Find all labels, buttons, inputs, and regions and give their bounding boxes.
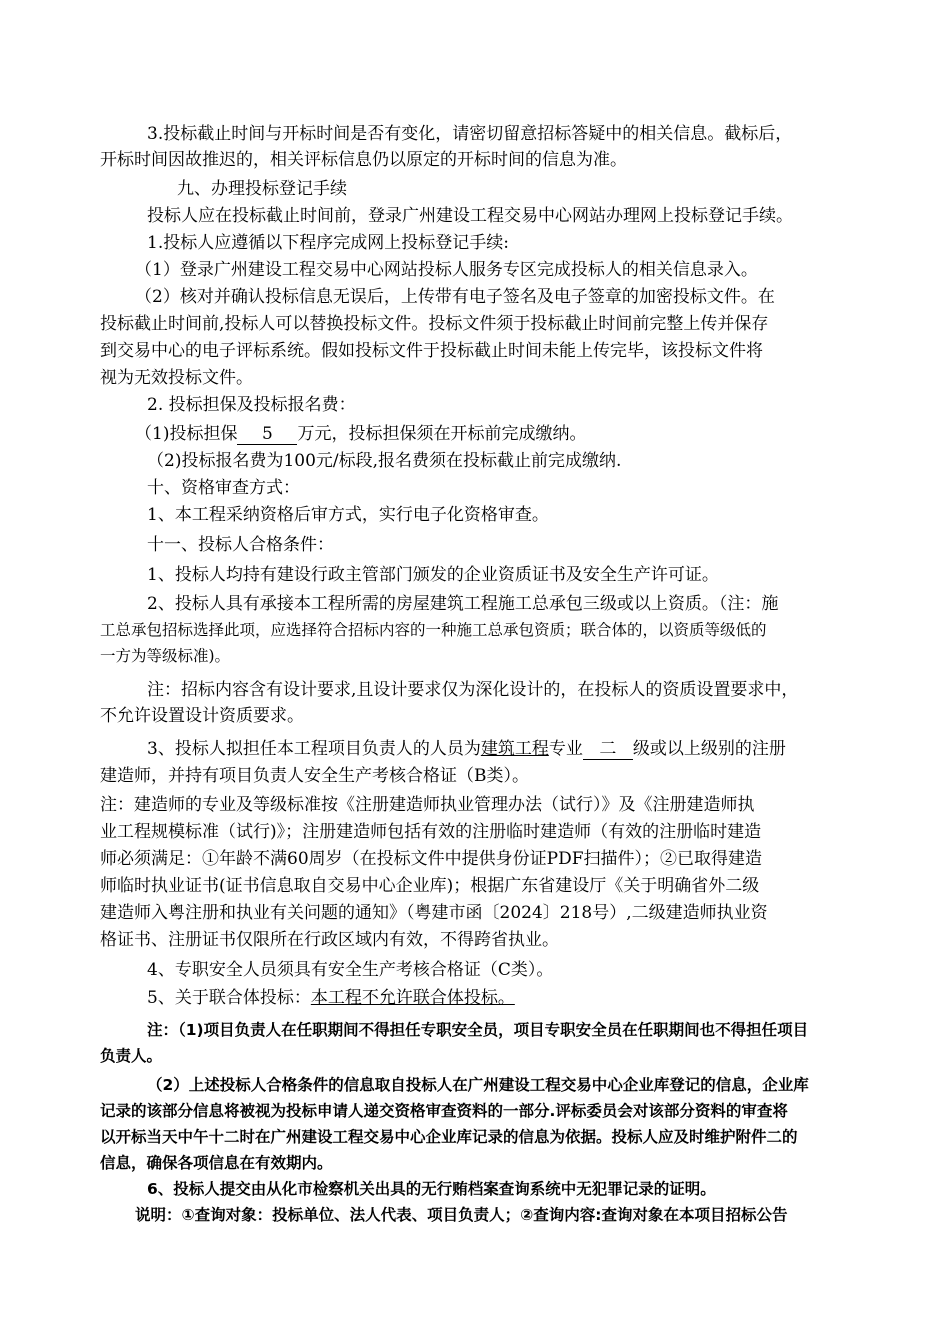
note-builder-line-4: 师临时执业证书(证书信息取自交易中心企业库)；根据广东省建设厅《关于明确省外二级: [100, 876, 760, 896]
paragraph-9-1b-line-2: 投标截止时间前,投标人可以替换投标文件。投标文件须于投标截止时间前完整上传并保存: [100, 314, 769, 334]
paragraph-9-2: 2. 投标担保及投标报名费：: [147, 395, 356, 415]
note-builder-line-1: 注：建造师的专业及等级标准按《注册建造师执业管理办法（试行）》及《注册建造师执: [100, 795, 755, 815]
bold-note-2-line-2: 记录的该部分信息将被视为投标申请人递交资格审查资料的一部分.评标委员会对该部分资料的审查将: [100, 1102, 788, 1120]
bold-note-1-line-2: 负责人。: [100, 1047, 163, 1065]
note-builder-line-2: 业工程规模标准（试行)》；注册建造师包括有效的注册临时建造师（有效的注册临时建造: [100, 822, 762, 842]
paragraph-9-1b-line-1: （2）核对并确认投标信息无误后，上传带有电子签名及电子签章的加密投标文件。在: [135, 287, 775, 307]
bold-note-2-line-1: （2）上述投标人合格条件的信息取自投标人在广州建设工程交易中心企业库登记的信息，企业库: [147, 1076, 809, 1094]
pm-requirement-text: 3、投标人拟担任本工程项目负责人的人员为: [147, 739, 481, 759]
section-3-line-1: 3.投标截止时间与开标时间是否有变化，请密切留意招标答疑中的相关信息。截标后，: [147, 124, 793, 144]
guarantee-amount: 5: [237, 424, 297, 445]
heading-11: 十一、投标人合格条件：: [147, 535, 334, 555]
heading-9: 九、办理投标登记手续: [177, 179, 347, 199]
paragraph-11-2-line-2: 工总承包招标选择此项，应选择符合招标内容的一种施工总承包资质；联合体的，以资质等级低的: [100, 621, 767, 639]
pm-major-suffix: 专业: [548, 739, 583, 759]
pm-level: 二: [583, 739, 633, 760]
paragraph-11-5: [147, 986, 515, 1010]
paragraph-9-2a: [135, 422, 586, 446]
paragraph-9-1b-line-4: 视为无效投标文件。: [100, 368, 253, 388]
note-design-line-1: 注：招标内容含有设计要求,且设计要求仅为深化设计的，在投标人的资质设置要求中，: [147, 680, 799, 700]
note-design-line-2: 不允许设置设计资质要求。: [100, 706, 304, 726]
paragraph-11-2-line-1: 2、投标人具有承接本工程所需的房屋建筑工程施工总承包三级或以上资质。（注：施: [147, 594, 779, 614]
paragraph-10-1: 1、本工程采纳资格后审方式，实行电子化资格审查。: [147, 505, 549, 525]
note-builder-line-6: 格证书、注册证书仅限所在行政区域内有效，不得跨省执业。: [100, 930, 559, 950]
paragraph-11-3-line-1: [147, 737, 786, 761]
guarantee-label: （1)投标担保: [135, 424, 238, 444]
paragraph-9-1b-line-3: 到交易中心的电子评标系统。假如投标文件于投标截止时间未能上传完毕，该投标文件将: [100, 341, 763, 361]
paragraph-9-2b: （2)投标报名费为100元/标段,报名费须在投标截止前完成缴纳.: [147, 451, 622, 471]
bold-note-2-line-3: 以开标当天中午十二时在广州建设工程交易中心企业库记录的信息为依据。投标人应及时维护附件二的: [100, 1128, 798, 1146]
paragraph-9-1a: （1）登录广州建设工程交易中心网站投标人服务专区完成投标人的相关信息录入。: [135, 260, 758, 280]
note-builder-line-5: 建造师入粤注册和执业有关问题的通知》（粤建市函〔2024〕218号）,二级建造师执业资: [100, 903, 768, 923]
guarantee-text: 万元，投标担保须在开标前完成缴纳。: [297, 424, 587, 444]
heading-10: 十、资格审查方式：: [147, 478, 300, 498]
section-3-line-2: 开标时间因故推迟的，相关评标信息仍以原定的开标时间的信息为准。: [100, 150, 627, 170]
paragraph-9-1: 1.投标人应遵循以下程序完成网上投标登记手续:: [147, 233, 509, 253]
paragraph-11-2-line-3: 一方为等级标准)。: [100, 647, 231, 665]
paragraph-11-4: 4、专职安全人员须具有安全生产考核合格证（C类）。: [147, 960, 554, 980]
pm-major: 建筑工程: [480, 739, 549, 759]
paragraph-9-intro: 投标人应在投标截止时间前，登录广州建设工程交易中心网站办理网上投标登记手续。: [147, 206, 793, 226]
bold-note-1-line-1: 注：（1)项目负责人在任职期间不得担任专职安全员，项目专职安全员在任职期间也不得担任项目: [147, 1021, 809, 1039]
paragraph-11-6: 6、投标人提交由从化市检察机关出具的无行贿档案查询系统中无犯罪记录的证明。: [147, 1180, 716, 1198]
consortium-value: 本工程不允许联合体投标。: [310, 988, 515, 1008]
paragraph-11-1: 1、投标人均持有建设行政主管部门颁发的企业资质证书及安全生产许可证。: [147, 565, 719, 585]
explanation-line: 说明：①查询对象：投标单位、法人代表、项目负责人；②查询内容:查询对象在本项目招标公告: [135, 1206, 788, 1224]
bold-note-2-line-4: 信息，确保各项信息在有效期内。: [100, 1154, 333, 1172]
note-builder-line-3: 师必须满足：①年龄不满60周岁（在投标文件中提供身份证PDF扫描件）；②已取得建造: [100, 849, 762, 869]
paragraph-11-3-line-2: 建造师，并持有项目负责人安全生产考核合格证（B类）。: [100, 766, 529, 786]
consortium-label: 5、关于联合体投标：: [147, 988, 311, 1008]
pm-level-suffix: 级或以上级别的注册: [632, 739, 786, 759]
